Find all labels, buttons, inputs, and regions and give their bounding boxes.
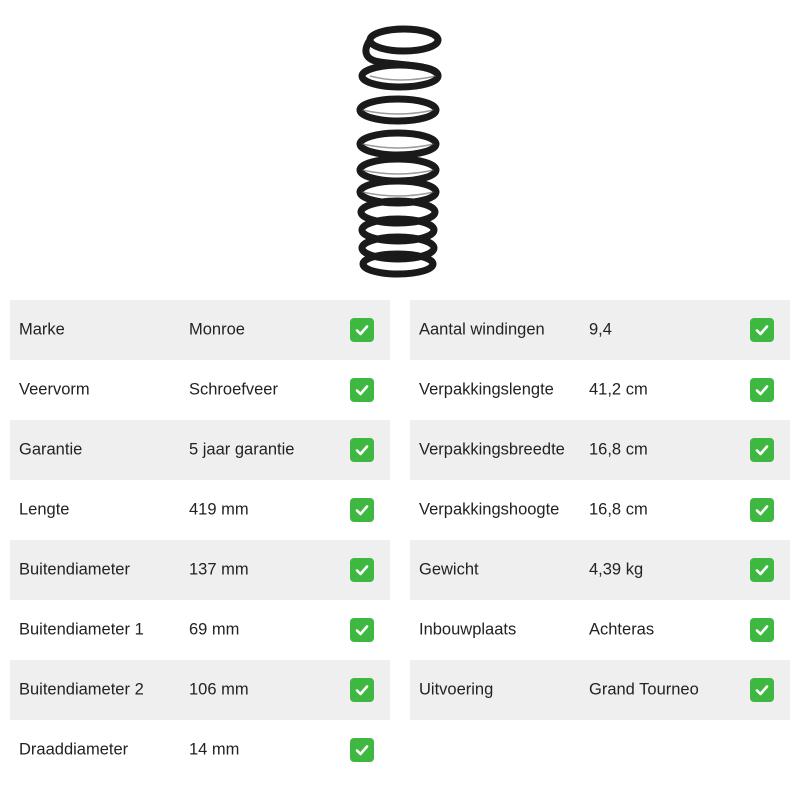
spec-label: Buitendiameter 2 <box>19 680 144 699</box>
check-mark-icon <box>350 438 374 462</box>
check-mark-icon <box>350 738 374 762</box>
spec-label: Aantal windingen <box>419 320 545 339</box>
spec-value: 137 mm <box>189 560 249 579</box>
check-mark-icon <box>350 558 374 582</box>
spec-row <box>410 300 790 360</box>
spec-value: 4,39 kg <box>589 560 644 579</box>
spec-table-right <box>410 300 790 720</box>
spec-value: 69 mm <box>189 620 240 639</box>
spec-row <box>10 300 390 360</box>
spec-value: 16,8 cm <box>589 440 648 459</box>
spec-label: Buitendiameter 1 <box>19 620 144 639</box>
spec-value: Achteras <box>589 620 655 639</box>
spec-row <box>410 420 790 480</box>
spec-row <box>10 360 390 420</box>
spec-row <box>10 420 390 480</box>
check-mark-icon <box>750 318 774 342</box>
check-mark-icon <box>350 618 374 642</box>
spec-row <box>10 540 390 600</box>
spec-value: 5 jaar garantie <box>189 440 295 459</box>
spec-value: Grand Tourneo <box>589 680 699 699</box>
spec-value: 106 mm <box>189 680 249 699</box>
spec-row <box>10 660 390 720</box>
spec-value: Monroe <box>189 320 245 339</box>
spec-label: Inbouwplaats <box>419 620 517 639</box>
check-mark-icon <box>750 678 774 702</box>
spec-value: 9,4 <box>589 320 612 339</box>
check-mark-icon <box>750 438 774 462</box>
spec-label: Veervorm <box>19 380 90 399</box>
check-mark-icon <box>350 498 374 522</box>
spec-value: 14 mm <box>189 740 240 759</box>
spec-label: Buitendiameter <box>19 560 130 579</box>
spec-value: Schroefveer <box>189 380 278 399</box>
spec-value: 16,8 cm <box>589 500 648 519</box>
check-mark-icon <box>750 378 774 402</box>
spec-label: Marke <box>19 320 65 339</box>
spec-label: Uitvoering <box>419 680 494 699</box>
spec-label: Verpakkingsbreedte <box>419 440 565 459</box>
check-mark-icon <box>750 498 774 522</box>
spec-table-left <box>10 300 390 780</box>
spec-row <box>10 720 390 780</box>
spec-label: Gewicht <box>419 560 479 579</box>
spec-value: 41,2 cm <box>589 380 648 399</box>
spec-label: Lengte <box>19 500 70 519</box>
spec-label: Verpakkingslengte <box>419 380 554 399</box>
check-mark-icon <box>350 378 374 402</box>
spec-row <box>410 480 790 540</box>
spec-label: Draaddiameter <box>19 740 129 759</box>
spec-row <box>410 360 790 420</box>
spec-row <box>410 540 790 600</box>
spec-row <box>410 600 790 660</box>
spec-row <box>10 600 390 660</box>
spec-row <box>410 660 790 720</box>
coil-spring-image <box>340 18 460 280</box>
check-mark-icon <box>350 318 374 342</box>
spec-row <box>10 480 390 540</box>
spec-value: 419 mm <box>189 500 249 519</box>
check-mark-icon <box>350 678 374 702</box>
spec-label: Verpakkingshoogte <box>419 500 560 519</box>
check-mark-icon <box>750 558 774 582</box>
check-mark-icon <box>750 618 774 642</box>
spec-label: Garantie <box>19 440 83 459</box>
